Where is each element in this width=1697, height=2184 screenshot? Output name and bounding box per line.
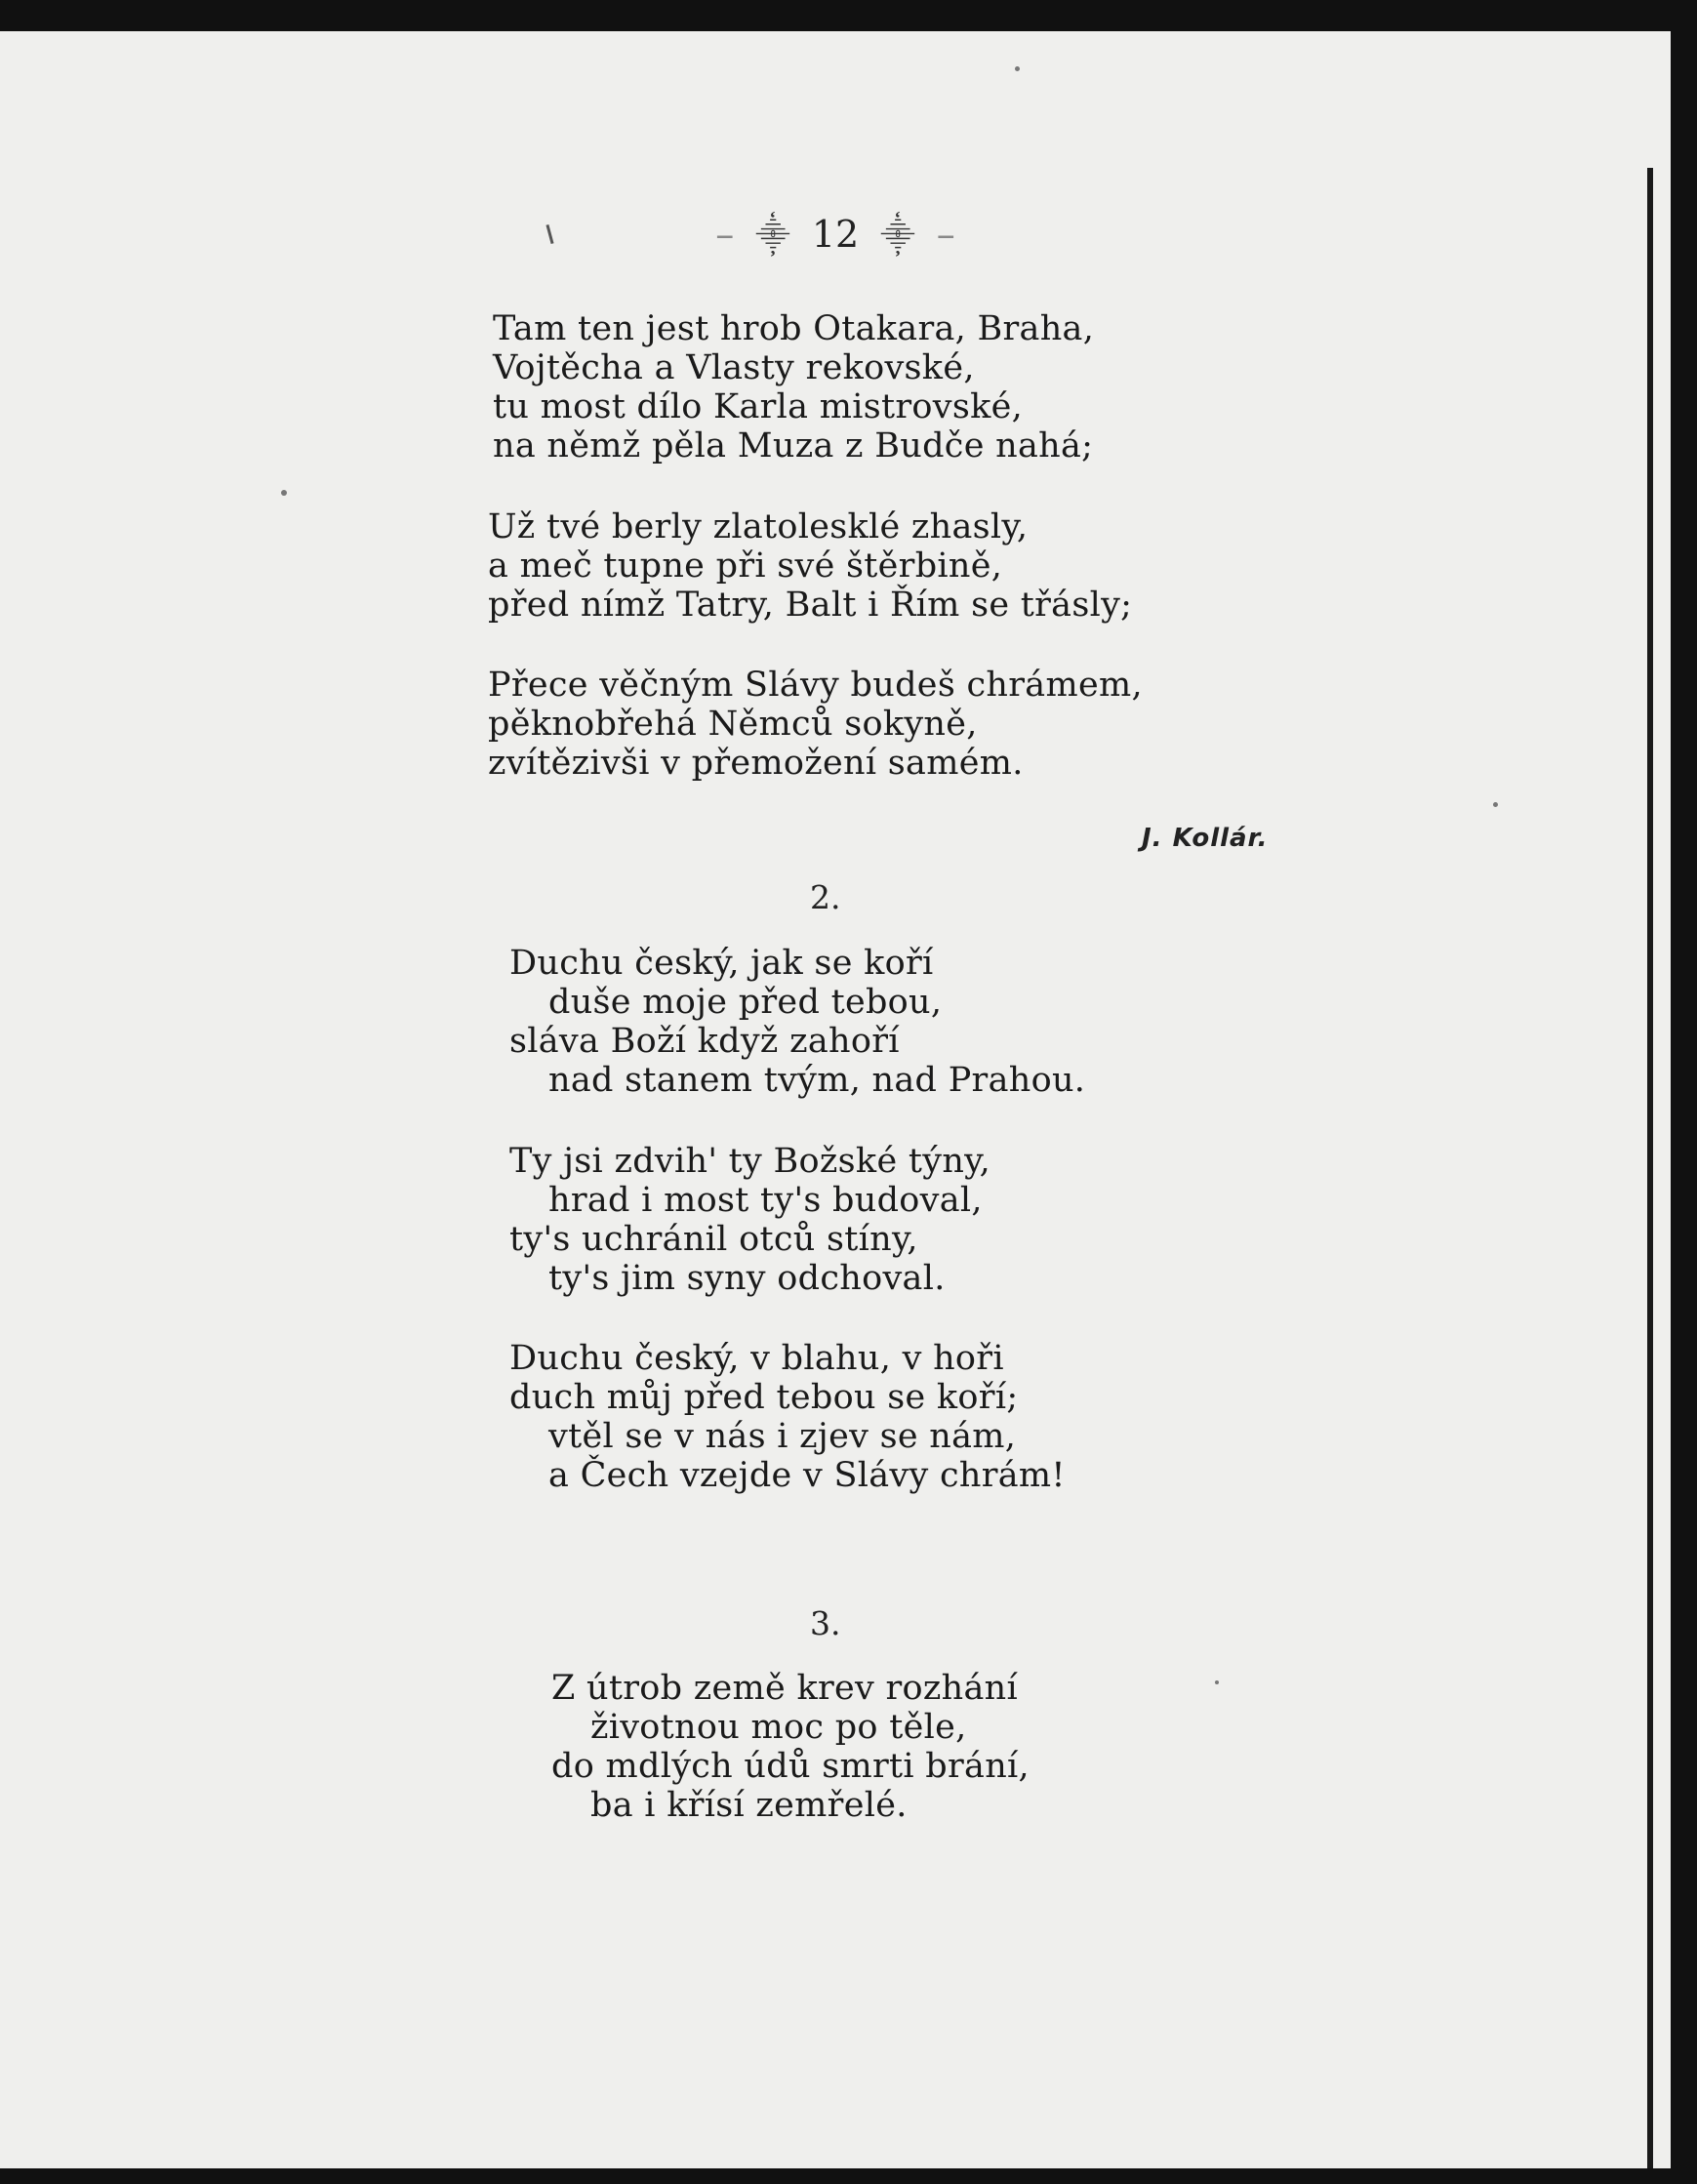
poem2-stanza-2 [509,1142,990,1298]
verse-line: životnou moc po těle, [590,1708,967,1747]
verse-line: zvítězivši v přemožení samém. [488,744,1024,783]
verse-line: na němž pěla Muza z Budče nahá; [493,426,1094,465]
verse-line: duše moje před tebou, [548,983,943,1022]
verse-line: Duchu český, jak se koří [509,944,934,983]
poem-number: 3. [810,1604,841,1642]
verse-line: Duchu český, v blahu, v hoři [509,1339,1004,1378]
ornament-right-icon: ⸎ [880,217,915,256]
paper-speck [1015,66,1020,71]
verse-line: ty's uchránil otců stíny, [509,1220,918,1259]
verse-line: Tam ten jest hrob Otakara, Braha, [493,309,1095,348]
poem2-stanza-1 [509,944,1085,1100]
verse-line: Už tvé berly zlatolesklé zhasly, [488,507,1029,546]
poem1-stanza-2 [488,507,1132,625]
poem-number: 2. [810,878,841,916]
verse-line: ba i křísí zemřelé. [590,1786,908,1825]
verse-line: nad stanem tvým, nad Prahou. [548,1061,1086,1100]
verse-line: vtěl se v nás i zjev se nám, [548,1417,1017,1456]
verse-line: před nímž Tatry, Balt i Řím se třásly; [488,586,1133,625]
poem1-stanza-1 [493,309,1094,465]
verse-line: Z útrob země krev rozhání [551,1669,1019,1708]
page-header [0,212,1671,257]
poem-author: J. Kollár. [1142,824,1269,853]
verse-line: tu most dílo Karla mistrovské, [493,387,1024,426]
page-edge [1647,168,1671,2168]
header-dash: – [936,213,955,256]
verse-line: duch můj před tebou se koří; [509,1378,1019,1417]
page-number: 12 [811,213,860,256]
verse-line: a Čech vzejde v Slávy chrám! [548,1456,1066,1495]
verse-line: ty's jim syny odchoval. [548,1259,946,1298]
poem1-stanza-3 [488,666,1143,783]
verse-line: Vojtěcha a Vlasty rekovské, [493,348,975,387]
verse-line: Ty jsi zdvih' ty Božské týny, [509,1142,991,1181]
verse-line: do mdlých údů smrti brání, [551,1747,1030,1786]
paper-speck [1215,1680,1219,1684]
verse-line: sláva Boží když zahoří [509,1022,900,1061]
verse-line: pěknobřehá Němců sokyně, [488,705,978,744]
verse-line: a meč tupne při své štěrbině, [488,546,1003,586]
ornament-left-icon: ⸎ [755,217,790,256]
header-dash: – [715,213,735,256]
book-page [0,31,1671,2168]
paper-speck [1493,802,1498,807]
verse-line: hrad i most ty's budoval, [548,1181,983,1220]
paper-speck [281,490,287,496]
poem2-stanza-3 [509,1339,1066,1495]
poem3-stanza-1 [551,1669,1030,1825]
verse-line: Přece věčným Slávy budeš chrámem, [488,666,1143,705]
